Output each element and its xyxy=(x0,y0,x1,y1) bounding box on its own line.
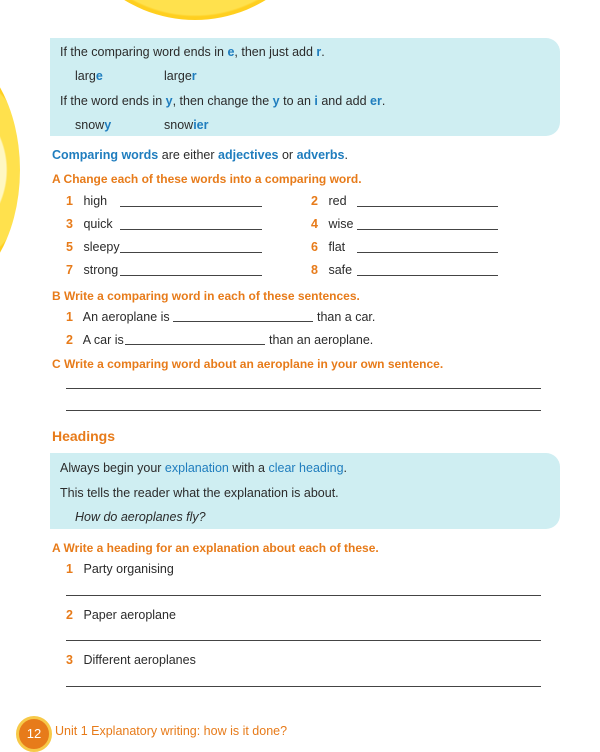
headings-task-title: A Write a heading for an explanation about each of these. xyxy=(52,541,379,555)
rule-line-1: If the comparing word ends in e, then just add r. xyxy=(60,45,325,59)
heading-task-item: 3 Different aeroplanes xyxy=(66,653,196,667)
exercise-item: 2 red xyxy=(311,194,347,208)
answer-line[interactable] xyxy=(357,275,498,276)
answer-line[interactable] xyxy=(357,252,498,253)
example-larger: larger xyxy=(164,69,197,83)
headings-box-line-1: Always begin your explanation with a clear heading. xyxy=(60,461,348,475)
answer-line[interactable] xyxy=(120,229,262,230)
section-b-title: B Write a comparing word in each of these sentences. xyxy=(52,289,360,303)
exercise-item: 5 sleepy xyxy=(66,240,120,254)
writing-line[interactable] xyxy=(66,388,541,389)
section-c-title: C Write a comparing word about an aeroplane in your own sentence. xyxy=(52,357,444,371)
comparing-words-note: Comparing words are either adjectives or adverbs. xyxy=(52,148,348,162)
section-a-title: A Change each of these words into a comparing word. xyxy=(52,172,362,186)
exercise-item: 6 flat xyxy=(311,240,346,254)
answer-line[interactable] xyxy=(357,229,498,230)
headings-box-line-2: This tells the reader what the explanation is about. xyxy=(60,486,339,500)
example-snowier: snowier xyxy=(164,118,209,132)
example-snowy: snowy xyxy=(75,118,112,132)
headings-title: Headings xyxy=(52,428,116,444)
writing-line[interactable] xyxy=(66,410,541,411)
headings-box-example: How do aeroplanes fly? xyxy=(75,510,206,524)
page-number: 12 xyxy=(16,716,52,752)
exercise-item: 3 quick xyxy=(66,217,113,231)
writing-line[interactable] xyxy=(66,595,541,596)
heading-task-item: 2 Paper aeroplane xyxy=(66,608,176,622)
answer-line[interactable] xyxy=(120,252,262,253)
heading-task-item: 1 Party organising xyxy=(66,562,174,576)
exercise-item: 4 wise xyxy=(311,217,354,231)
exercise-item: 1 high xyxy=(66,194,108,208)
writing-line[interactable] xyxy=(66,640,541,641)
answer-line[interactable] xyxy=(357,206,498,207)
sentence-1-end: than a car. xyxy=(317,310,376,324)
sun-decoration-left xyxy=(0,45,20,295)
rule-line-2: If the word ends in y, then change the y to an i and add er. xyxy=(60,94,386,108)
example-large: large xyxy=(75,69,103,83)
sentence-1-start: 1 An aeroplane is xyxy=(66,310,170,324)
sentence-2-blank[interactable] xyxy=(125,344,265,345)
sun-decoration-top xyxy=(60,0,330,20)
answer-line[interactable] xyxy=(120,275,262,276)
writing-line[interactable] xyxy=(66,686,541,687)
exercise-item: 7 strong xyxy=(66,263,119,277)
sentence-2-start: 2 A car is xyxy=(66,333,124,347)
sentence-1-blank[interactable] xyxy=(173,321,313,322)
exercise-item: 8 safe xyxy=(311,263,353,277)
sentence-2-end: than an aeroplane. xyxy=(269,333,374,347)
footer-unit-title: Unit 1 Explanatory writing: how is it done? xyxy=(55,724,288,738)
answer-line[interactable] xyxy=(120,206,262,207)
